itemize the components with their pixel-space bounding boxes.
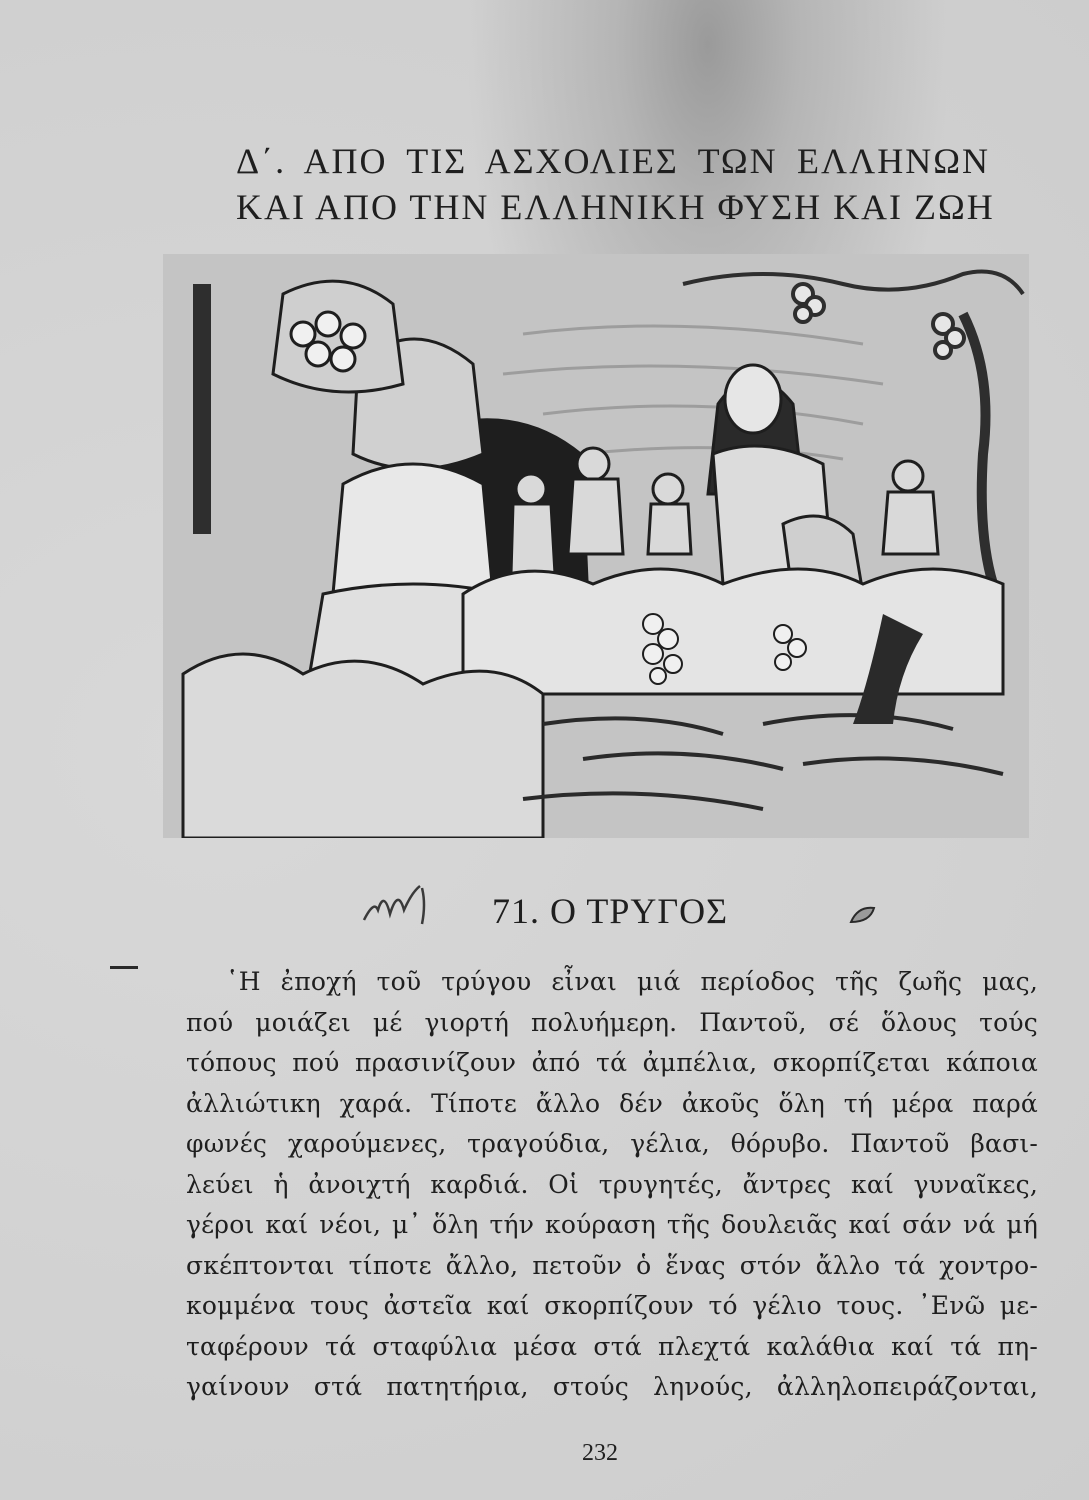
body-line: πού μοιάζει μέ γιορτή πολυήμερη. Παντοῦ, σέ ὅλους τούς [186, 1007, 1038, 1037]
body-line: κομμένα τους ἀστεῖα καί σκορπίζουν τό γέλιο τους. ᾽Ενῶ με- [186, 1291, 1038, 1320]
section-heading-line-2: ΚΑΙ ΑΠΟ ΤΗΝ ΕΛΛΗΝΙΚΗ ΦΥΣΗ ΚΑΙ ΖΩΗ [236, 187, 995, 227]
body-line: ταφέρουν τά σταφύλια μέσα στά πλεχτά καλάθια καί τά πη- [186, 1331, 1038, 1361]
body-text [186, 962, 1038, 1408]
body-line: ῾Η ἐποχή τοῦ τρύγου εἶναι μιά περίοδος τῆς ζωῆς μας, [226, 967, 1038, 996]
body-line: σκέπτονται τίποτε ἄλλο, πετοῦν ὁ ἕνας στόν ἄλλο τά χοντρο- [186, 1250, 1038, 1280]
body-line: γέροι καί νέοι, μ᾽ ὅλη τήν κούραση τῆς δουλειᾶς καί σάν νά μή [186, 1210, 1038, 1239]
section-heading [236, 138, 995, 230]
page-number: 232 [582, 1440, 618, 1466]
body-line: τόπους πού πρασινίζουν ἀπό τά ἀμπέλια, σκορπίζεται κάποια [186, 1048, 1038, 1077]
chapter-title: 71. Ο ΤΡΥΓΟΣ [492, 891, 729, 931]
margin-mark [110, 966, 138, 969]
body-line: γαίνουν στά πατητήρια, στούς ληνούς, ἀλληλοπειράζονται, [186, 1372, 1038, 1401]
handwritten-mark [360, 880, 440, 928]
pen-doodle [848, 902, 878, 928]
body-line: λεύει ἡ ἀνοιχτή καρδιά. Οἱ τρυγητές, ἄντρες καί γυναῖκες, [186, 1169, 1038, 1199]
section-heading-line-1: Δ΄. ΑΠΟ ΤΙΣ ΑΣΧΟΛΙΕΣ ΤΩΝ ΕΛΛΗΝΩΝ [236, 141, 990, 181]
body-line: ἀλλιώτικη χαρά. Τίποτε ἄλλο δέν ἀκοῦς ὅλη τή μέρα παρά [186, 1088, 1038, 1118]
illustration-drawing [163, 254, 1029, 838]
body-line: φωνές χαρούμενες, τραγούδια, γέλια, θόρυβο. Παντοῦ βασι- [186, 1129, 1038, 1158]
grape-harvest-illustration [163, 254, 1029, 838]
